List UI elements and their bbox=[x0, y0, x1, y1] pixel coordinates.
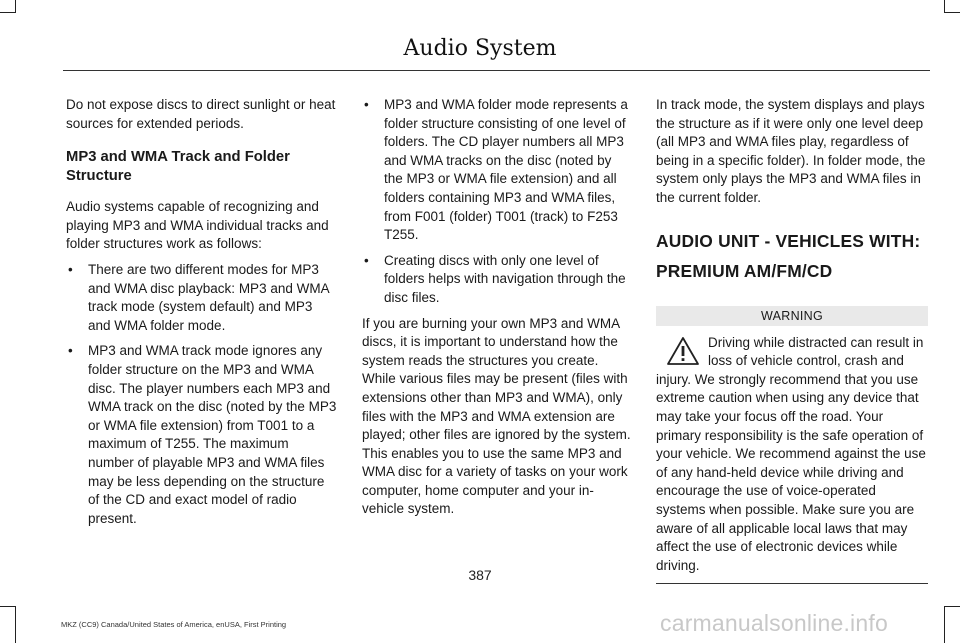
list-item bbox=[66, 342, 338, 528]
warning-body bbox=[656, 334, 928, 576]
column-3 bbox=[656, 96, 928, 584]
watermark: carmanualsonline.info bbox=[660, 610, 888, 636]
section-heading: PREMIUM AM/FM/CD bbox=[656, 260, 833, 281]
column-1 bbox=[66, 96, 338, 528]
bullet-marker: • bbox=[68, 261, 73, 277]
list-item-text: MP3 and WMA track mode ignores any folder structure on the MP3 and WMA disc. The player numbers each MP3 and WMA track on the disc (noted by the MP3 or WMA file extension) from T001 to a maximum of T255. The maximum number of playable MP3 and WMA files may be less depending on the structure of the CD and exact model of radio present. bbox=[88, 343, 337, 526]
bullet-marker: • bbox=[68, 343, 73, 359]
page-number: 387 bbox=[468, 567, 492, 583]
crop-mark bbox=[15, 0, 16, 13]
warning-divider bbox=[656, 583, 928, 584]
paragraph: If you are burning your own MP3 and WMA discs, it is important to understand how the system reads the structures you create. While various files may be present (files with extensions other than MP3 and WMA), only files with the MP3 and WMA extension are played; other files are ignored by the system. This enables you to use the same MP3 and WMA disc for a variety of tasks on your work computer, home computer and your in-vehicle system. bbox=[362, 315, 631, 517]
header-divider bbox=[63, 70, 930, 71]
warning-triangle-icon bbox=[666, 336, 700, 366]
warning-label: WARNING bbox=[656, 306, 928, 326]
crop-mark bbox=[944, 606, 960, 607]
bullet-marker: • bbox=[364, 252, 369, 268]
bullet-marker: • bbox=[364, 97, 369, 112]
list-item bbox=[362, 96, 632, 245]
warning-text: Driving while distracted can result in loss of vehicle control, crash and injury. We strongly recommend that you use extreme caution when using any device that may take your focus off the road. Your primary responsibility is the safe operation of your vehicle. We recommend against the use of any hand-held device while driving and encourage the use of voice-operated systems when possible. Make sure you are aware of all applicable local laws that may affect the use of electronic devices while driving. bbox=[656, 334, 926, 573]
section-heading: AUDIO UNIT - VEHICLES WITH: bbox=[656, 230, 921, 251]
paragraph: Do not expose discs to direct sunlight or heat sources for extended periods. bbox=[66, 97, 336, 131]
crop-mark bbox=[944, 0, 945, 13]
list-item-text: There are two different modes for MP3 and WMA disc playback: MP3 and WMA track mode (system default) and MP3 and WMA folder mode. bbox=[88, 261, 329, 333]
crop-mark bbox=[944, 12, 960, 13]
paragraph: In track mode, the system displays and plays the structure as if it were only one level deep (all MP3 and WMA files play, regardless of being in a specific folder). In folder mode, the system only plays the MP3 and WMA files in the current folder. bbox=[656, 97, 926, 205]
page-title: Audio System bbox=[403, 36, 557, 61]
crop-mark bbox=[15, 606, 16, 643]
list-item bbox=[362, 252, 632, 308]
warning-box bbox=[656, 306, 928, 585]
paragraph: Audio systems capable of recognizing and playing MP3 and WMA individual tracks and folder structures work as follows: bbox=[66, 199, 329, 252]
crop-mark bbox=[944, 606, 945, 643]
crop-mark bbox=[0, 12, 16, 13]
crop-mark bbox=[0, 606, 16, 607]
list-item-text: MP3 and WMA folder mode represents a folder structure consisting of one level of folders. The CD player numbers all MP3 and WMA tracks on the disc (noted by the MP3 or WMA file extension) and all folders containing MP3 and WMA files, from F001 (folder) T001 (track) to F253 T255. bbox=[384, 97, 628, 243]
section-heading: MP3 and WMA Track and Folder Structure bbox=[66, 149, 290, 185]
list-item bbox=[66, 261, 338, 335]
footer-text: MKZ (CC9) Canada/United States of America, enUSA, First Printing bbox=[61, 620, 287, 629]
column-2 bbox=[362, 96, 632, 519]
list-item-text: Creating discs with only one level of folders helps with navigation through the disc files. bbox=[384, 252, 626, 305]
